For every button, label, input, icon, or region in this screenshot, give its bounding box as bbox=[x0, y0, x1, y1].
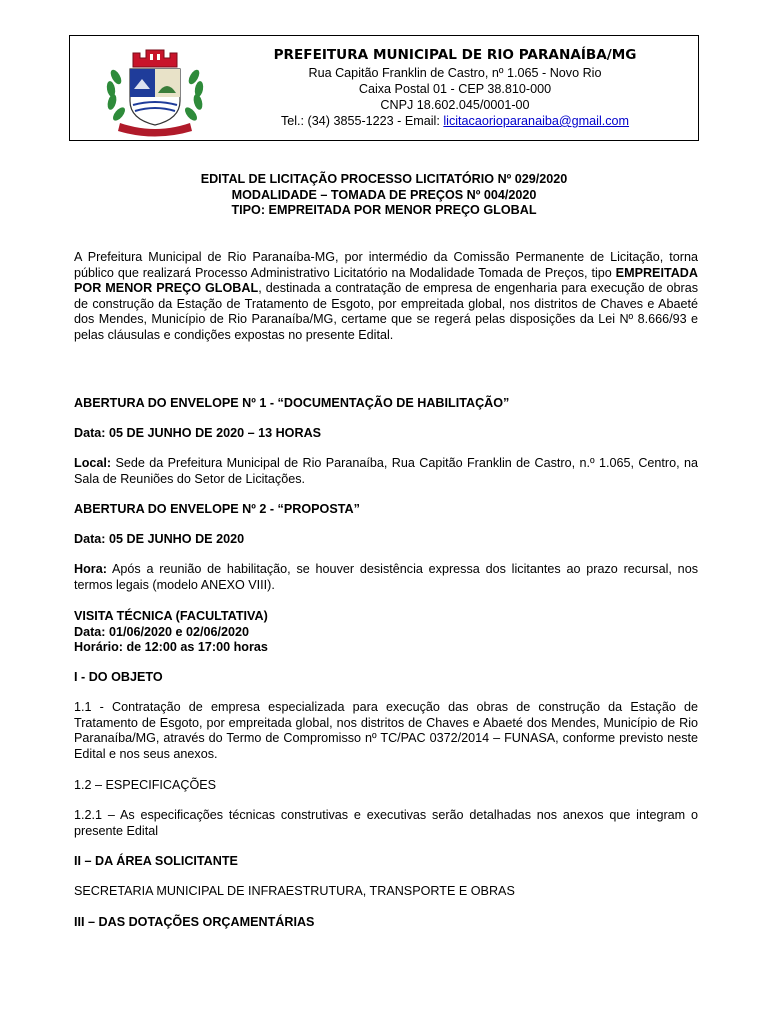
envelope1-local bbox=[74, 456, 698, 487]
title-line-2: MODALIDADE – TOMADA DE PREÇOS Nº 004/2020 bbox=[231, 187, 537, 202]
envelope2-date: Data: 05 DE JUNHO DE 2020 bbox=[74, 532, 245, 546]
hora-label: Hora: bbox=[74, 562, 107, 576]
municipality-title: PREFEITURA MUNICIPAL DE RIO PARANAÍBA/MG bbox=[273, 47, 637, 63]
visita-heading: VISITA TÉCNICA (FACULTATIVA) bbox=[74, 609, 268, 623]
intro-bold: EMPREITADA POR MENOR PREÇO GLOBAL bbox=[74, 265, 698, 295]
visita-time: Horário: de 12:00 as 17:00 horas bbox=[74, 640, 268, 654]
letterhead-text bbox=[220, 46, 690, 129]
title-line-1: EDITAL DE LICITAÇÃO PROCESSO LICITATÓRIO Nº 029/2020 bbox=[200, 172, 568, 186]
address-line: Rua Capitão Franklin de Castro, nº 1.065 - Novo Rio bbox=[308, 66, 602, 80]
visita-date: Data: 01/06/2020 e 02/06/2020 bbox=[74, 624, 250, 639]
edital-title bbox=[74, 172, 694, 219]
title-line-3: TIPO: EMPREITADA POR MENOR PREÇO GLOBAL bbox=[231, 203, 537, 217]
objeto-paragraph-2: 1.2 – ESPECIFICAÇÕES bbox=[74, 778, 217, 792]
local-label: Local: bbox=[74, 456, 112, 470]
objeto-paragraph-1: 1.1 - Contratação de empresa especializada para execução das obras de construção da Estação de Tratamento de Esgoto, por empreitada global, nos distritos de Chaves e Abaeté dos Mendes, Município de Rio Paranaíba/MG, através do Termo de Compromisso nº TC/PAC 0372/2014 – FUNASA, conforme previsto neste Edital e nos seus anexos. bbox=[74, 700, 698, 761]
letterhead bbox=[69, 35, 699, 141]
area-text: SECRETARIA MUNICIPAL DE INFRAESTRUTURA, TRANSPORTE E OBRAS bbox=[74, 884, 515, 898]
hora-text: Após a reunião de habilitação, se houver desistência expressa dos licitantes ao prazo recursal, nos termos legais (modelo ANEXO VIII). bbox=[74, 562, 698, 592]
envelope2-hora bbox=[74, 562, 698, 593]
cnpj-line: CNPJ 18.602.045/0001-00 bbox=[380, 98, 530, 112]
postal-line: Caixa Postal 01 - CEP 38.810-000 bbox=[358, 82, 552, 96]
intro-text-2: , destinada a contratação de empresa de engenharia para execução de obras de construção da Estação de Tratamento de Esgoto, por empreitada global, nos distritos de Chaves e Abaeté dos Mendes, Município de Rio Paranaíba/MG, certame que se regerá pelas disposições da Lei Nº 8.666/93 e pelas cláusulas e condições expostas no presente Edital. bbox=[74, 281, 698, 342]
municipal-crest-icon bbox=[100, 39, 210, 139]
intro-text-1: A Prefeitura Municipal de Rio Paranaíba-MG, por intermédio da Comissão Permanente de Licitação, torna público que realizará Processo Administrativo Licitatório na Modalidade Tomada de Preços, tipo bbox=[74, 250, 698, 280]
envelope2-heading: ABERTURA DO ENVELOPE Nº 2 - “PROPOSTA” bbox=[74, 502, 360, 516]
local-text: Sede da Prefeitura Municipal de Rio Paranaíba, Rua Capitão Franklin de Castro, n.º 1.065, Centro, na Sala de Reuniões do Setor de Licitações. bbox=[74, 456, 698, 486]
area-heading: II – DA ÁREA SOLICITANTE bbox=[74, 854, 238, 868]
objeto-paragraph-3: 1.2.1 – As especificações técnicas construtivas e executivas serão detalhadas nos anexos que integram o presente Edital bbox=[74, 808, 698, 838]
visita-tecnica bbox=[74, 609, 698, 656]
phone-text: Tel.: (34) 3855-1223 - Email: bbox=[280, 114, 444, 128]
email-link[interactable]: licitacaorioparanaiba@gmail.com bbox=[443, 114, 630, 128]
dotacoes-heading: III – DAS DOTAÇÕES ORÇAMENTÁRIAS bbox=[74, 915, 315, 929]
contact-line bbox=[220, 113, 690, 129]
objeto-heading: I - DO OBJETO bbox=[74, 670, 163, 684]
envelope1-date: Data: 05 DE JUNHO DE 2020 – 13 HORAS bbox=[74, 426, 322, 440]
intro-paragraph bbox=[74, 250, 698, 343]
envelope1-heading: ABERTURA DO ENVELOPE Nº 1 - “DOCUMENTAÇÃO DE HABILITAÇÃO” bbox=[74, 396, 510, 410]
